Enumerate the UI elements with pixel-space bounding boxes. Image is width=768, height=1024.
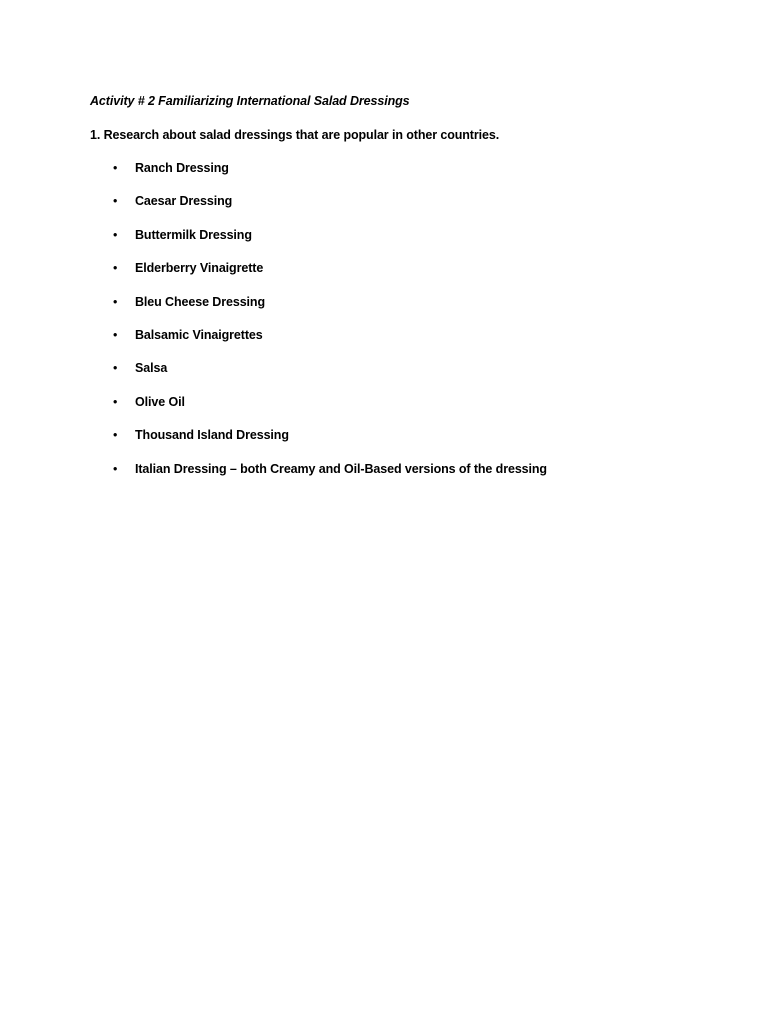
research-question: 1. Research about salad dressings that are popular in other countries.: [90, 128, 500, 142]
bullet-icon: •: [113, 428, 118, 443]
bullet-icon: •: [113, 327, 118, 342]
bullet-icon: •: [113, 227, 118, 242]
list-item: [0, 293, 700, 326]
list-item-text: Olive Oil: [135, 394, 185, 409]
list-item: [0, 226, 700, 259]
bullet-icon: •: [113, 161, 118, 175]
list-item-text: Elderberry Vinaigrette: [135, 261, 264, 276]
list-item: [0, 326, 700, 359]
list-item: [0, 359, 700, 392]
list-item: [0, 259, 700, 292]
list-item: [0, 460, 700, 493]
bullet-icon: •: [113, 261, 118, 276]
bullet-icon: •: [113, 194, 118, 209]
list-item-text: Balsamic Vinaigrettes: [135, 327, 263, 342]
dressing-list: [0, 159, 700, 493]
list-item-text: Italian Dressing – both Creamy and Oil-Based versions of the dressing: [135, 461, 547, 476]
list-item-text: Ranch Dressing: [135, 161, 229, 175]
list-item-text: Thousand Island Dressing: [135, 428, 289, 443]
bullet-icon: •: [113, 294, 118, 309]
list-item-text: Buttermilk Dressing: [135, 227, 252, 242]
list-item-text: Caesar Dressing: [135, 194, 233, 209]
list-item-text: Salsa: [135, 361, 168, 376]
bullet-icon: •: [113, 461, 118, 476]
list-item: [0, 192, 700, 225]
list-item-text: Bleu Cheese Dressing: [135, 294, 265, 309]
bullet-icon: •: [113, 361, 118, 376]
list-item: [0, 426, 700, 459]
bullet-icon: •: [113, 394, 118, 409]
list-item: [0, 393, 700, 426]
list-item: [0, 159, 700, 192]
activity-title: Activity # 2 Familiarizing International Salad Dressings: [90, 94, 410, 108]
